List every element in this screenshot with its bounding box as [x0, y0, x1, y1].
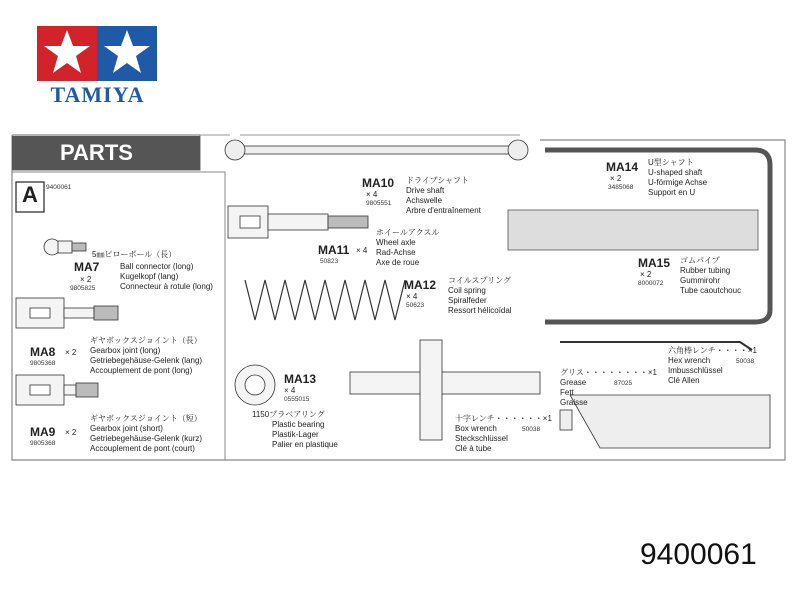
- ma12-fr: Ressort hélicoïdal: [448, 306, 512, 315]
- rubber-tubing-drawing: [508, 210, 758, 250]
- ma7-en: Ball connector (long): [120, 262, 194, 271]
- grease-en: Grease: [560, 378, 587, 387]
- ma12-en: Coil spring: [448, 286, 486, 295]
- ma7-de: Kugelkopf (lang): [120, 272, 179, 281]
- ma7-number: 9805825: [70, 285, 96, 292]
- brand-name: TAMIYA: [50, 82, 145, 107]
- box-de: Steckschlüssel: [455, 434, 508, 443]
- bottom-part-number: 9400061: [640, 538, 757, 571]
- ma15-de: Gummirohr: [680, 276, 721, 285]
- ma9-de: Getriebegehäuse-Gelenk (kurz): [90, 434, 203, 443]
- ma14-number: 3485068: [608, 184, 634, 191]
- frame-number: 9400061: [46, 184, 72, 191]
- ma13-de: Plastik-Lager: [272, 430, 319, 439]
- ma8-qty: × 2: [65, 348, 77, 357]
- box-fr: Clé à tube: [455, 444, 492, 453]
- ma8-code: MA8: [30, 345, 56, 359]
- ma10-jp: ドライブシャフト: [406, 176, 470, 185]
- ma13-en: Plastic bearing: [272, 420, 325, 429]
- box-wrench-drawing: [350, 340, 540, 440]
- ma14-en: U-shaped shaft: [648, 168, 703, 177]
- ma10-fr: Arbre d'entraînement: [406, 206, 481, 215]
- ma8-jp: ギヤボックスジョイント（長）: [90, 336, 202, 345]
- box-number: 50038: [522, 426, 541, 433]
- ma11-code: MA11: [318, 243, 350, 257]
- ma10-code: MA10: [362, 176, 395, 190]
- ma8-de: Getriebegehäuse-Gelenk (lang): [90, 356, 203, 365]
- ma14-fr: Support en U: [648, 188, 696, 197]
- ma13-qty: × 4: [284, 386, 296, 395]
- ma15-number: 8000072: [638, 280, 664, 287]
- ma15-code: MA15: [638, 256, 671, 270]
- ma14-code: MA14: [606, 160, 639, 174]
- ma11-fr: Axe de roue: [376, 258, 420, 267]
- ma9-code: MA9: [30, 425, 56, 439]
- hex-de: Imbusschlüssel: [668, 366, 723, 375]
- plastic-bearing-drawing: [235, 365, 275, 405]
- frame-letter: A: [22, 182, 38, 207]
- hex-number: 50038: [736, 358, 755, 365]
- ma9-en: Gearbox joint (short): [90, 424, 163, 433]
- ma14-qty: × 2: [610, 174, 622, 183]
- ma7-jp: 5㎜ピローボール（長）: [92, 250, 177, 259]
- hex-fr: Clé Allen: [668, 376, 700, 385]
- ma7-fr: Connecteur à rotule (long): [120, 282, 213, 291]
- ma10-qty: × 4: [366, 190, 378, 199]
- parts-header: PARTS: [60, 140, 133, 165]
- ma13-number: 0555015: [284, 396, 310, 403]
- ma11-number: 50823: [320, 258, 339, 265]
- wheel-axle-drawing: [228, 206, 368, 238]
- ma12-code: MA12: [404, 278, 437, 292]
- ma11-jp: ホイールアクスル: [376, 228, 440, 237]
- grease-number: 87025: [614, 380, 633, 387]
- ball-connector-drawing: [44, 239, 86, 255]
- box-en: Box wrench: [455, 424, 497, 433]
- ma15-qty: × 2: [640, 270, 652, 279]
- ma13-fr: Palier en plastique: [272, 440, 338, 449]
- ma13-jp: 1150プラベアリング: [252, 410, 325, 419]
- ma12-number: 50623: [406, 302, 425, 309]
- grease-title: グリス・・・・・・・・×1: [560, 368, 657, 377]
- ma15-jp: ゴムパイプ: [680, 256, 720, 265]
- ma15-en: Rubber tubing: [680, 266, 731, 275]
- ma8-fr: Accouplement de pont (long): [90, 366, 193, 375]
- ma13-code: MA13: [284, 372, 317, 386]
- ma11-qty: × 4: [356, 246, 368, 255]
- grease-tube-drawing: [560, 395, 770, 448]
- hex-en: Hex wrench: [668, 356, 711, 365]
- ma9-fr: Accouplement de pont (court): [90, 444, 195, 453]
- ma14-de: U-förmige Achse: [648, 178, 708, 187]
- gearbox-joint-short-drawing: [16, 375, 98, 405]
- grease-fr: Graisse: [560, 398, 588, 407]
- ma12-de: Spiralfeder: [448, 296, 487, 305]
- ma11-en: Wheel axle: [376, 238, 416, 247]
- ma12-jp: コイルスプリング: [448, 276, 512, 285]
- ma7-qty: × 2: [80, 275, 92, 284]
- ma9-jp: ギヤボックスジョイント（短）: [90, 414, 202, 423]
- ma10-en: Drive shaft: [406, 186, 445, 195]
- ma7-code: MA7: [74, 260, 100, 274]
- hex-title: 六角棒レンチ・・・・×1: [668, 346, 757, 355]
- gearbox-joint-long-drawing: [16, 298, 118, 328]
- ma8-en: Gearbox joint (long): [90, 346, 161, 355]
- ma15-fr: Tube caoutchouc: [680, 286, 742, 295]
- coil-spring-drawing: [245, 280, 405, 320]
- drive-shaft-drawing: [225, 140, 528, 160]
- grease-de: Fett: [560, 388, 574, 397]
- ma9-qty: × 2: [65, 428, 77, 437]
- ma14-jp: U型シャフト: [648, 158, 694, 167]
- box-title: 十字レンチ・・・・・・×1: [455, 414, 552, 423]
- ma8-number: 9805368: [30, 360, 56, 367]
- ma9-number: 9805368: [30, 440, 56, 447]
- ma11-de: Rad-Achse: [376, 248, 416, 257]
- ma10-de: Achswelle: [406, 196, 443, 205]
- ma10-number: 9805551: [366, 200, 392, 207]
- ma12-qty: × 4: [406, 292, 418, 301]
